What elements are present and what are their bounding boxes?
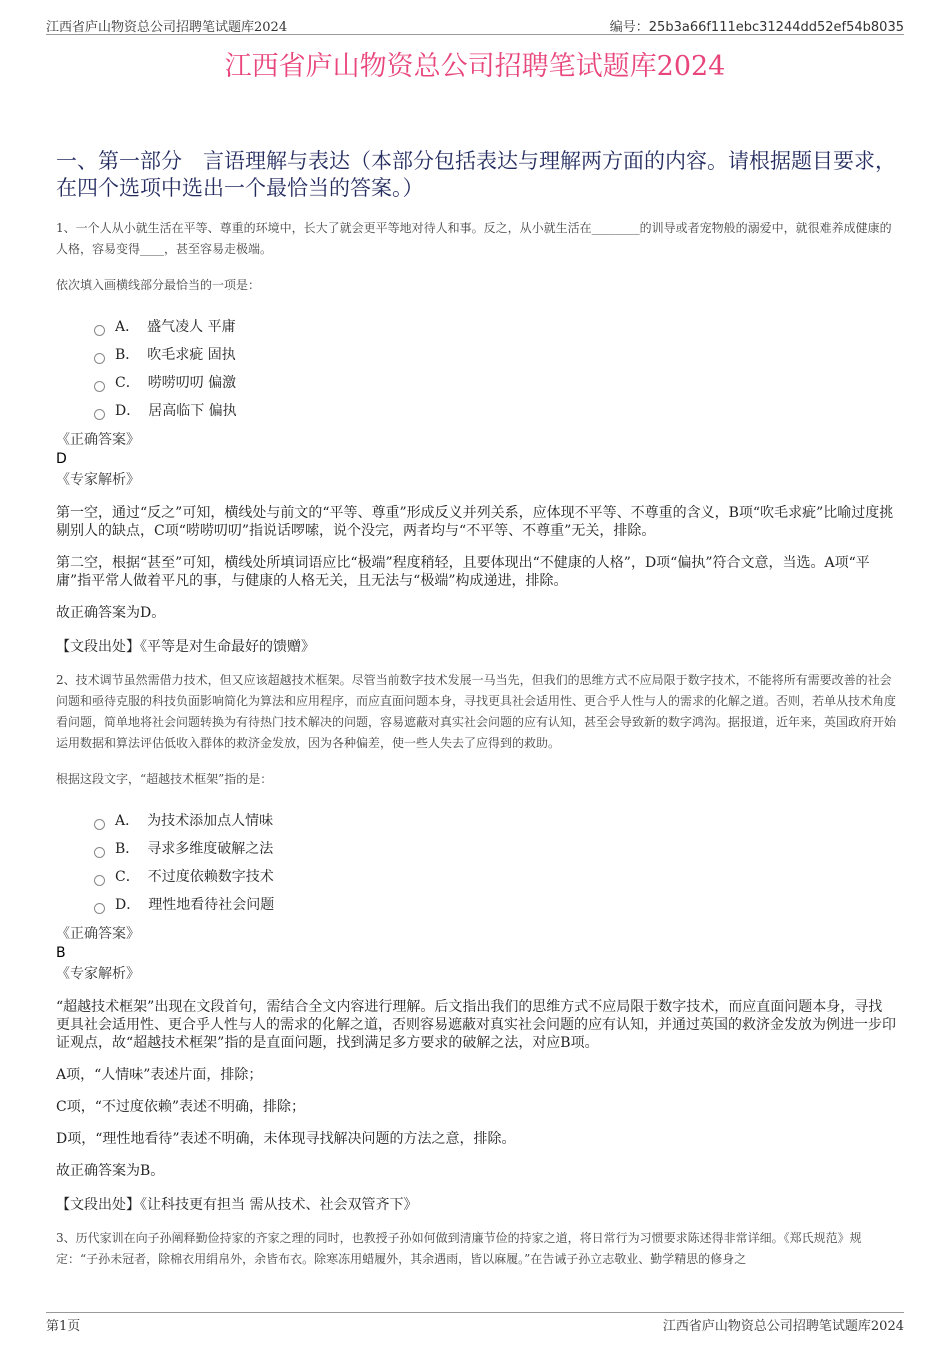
header-id-value: 25b3a66f111ebc31244dd52ef54b8035 [648, 20, 904, 35]
content [56, 218, 896, 1280]
option-b[interactable] [94, 341, 896, 369]
option-d[interactable] [94, 891, 896, 919]
analysis-paragraph: 第一空，通过“反之”可知，横线处与前文的“平等、尊重”形成反义并列关系，应体现不平等、不尊重的含义，B项“吹毛求疵”比喻过度挑剔别人的缺点，C项“唠唠叨叨”指说话啰嗦，说个没完，两者均与“不平等、不尊重”无关，排除。 [56, 505, 894, 539]
option-text: 理性地看待社会问题 [148, 897, 275, 913]
source-citation: 【文段出处】《平等是对生命最好的馈赠》 [56, 639, 315, 655]
option-letter: A． [115, 319, 140, 335]
radio-icon[interactable] [94, 353, 105, 364]
option-d[interactable] [94, 397, 896, 425]
radio-icon[interactable] [94, 903, 105, 914]
option-text: 唠唠叨叨 偏激 [147, 375, 237, 391]
question-2-text: 2、技术调节虽然需借力技术，但又应该超越技术框架。尽管当前数字技术发展一马当先，但我们的思维方式不应局限于数字技术，不能将所有需要改善的社会问题和亟待克服的科技负面影响简化为算法和应用程序，而应直面问题本身，寻找更具社会适用性、更合乎人性与人的需求的化解之道。否则，若单从技术角度看问题，简单地将社会问题转换为有待热门技术解决的问题，容易遮蔽对真实社会问题的应有认知，甚至会导致新的数字鸿沟。据报道，近年来，英国政府开始运用数据和算法评估低收入群体的救济金发放，因为各种偏差，使一些人失去了应得到的救助。 [56, 673, 897, 750]
footer-page-number: 第1页 [46, 1319, 81, 1334]
option-text: 寻求多维度破解之法 [147, 841, 274, 857]
radio-icon[interactable] [94, 819, 105, 830]
option-letter: C． [115, 375, 140, 391]
analysis-label: 《专家解析》 [56, 966, 140, 982]
radio-icon[interactable] [94, 847, 105, 858]
analysis-item: A项，“人情味”表述片面，排除； [56, 1067, 263, 1083]
q1-text-b: 的训导或者宠物般的溺爱中，就很难养成健康的人格，容易变得 [56, 221, 892, 256]
question-1 [56, 218, 896, 656]
page-title: 江西省庐山物资总公司招聘笔试题库2024 [224, 51, 726, 82]
option-text: 盛气凌人 平庸 [147, 319, 236, 335]
analysis-conclusion: 故正确答案为D。 [56, 605, 166, 621]
question-3 [56, 1228, 896, 1270]
q1-text-c: ，甚至容易走极端。 [164, 242, 273, 256]
q1-blank-1: ________ [591, 221, 640, 235]
option-a[interactable] [94, 313, 896, 341]
source-citation: 【文段出处】《让科技更有担当 需从技术、社会双管齐下》 [56, 1197, 418, 1213]
question-1-prompt: 依次填入画横线部分最恰当的一项是： [56, 278, 261, 292]
answer-value: D [56, 451, 67, 467]
option-c[interactable] [94, 863, 896, 891]
answer-label: 《正确答案》 [56, 926, 140, 942]
question-1-options [94, 313, 896, 425]
option-letter: B． [115, 347, 140, 363]
analysis-item: D项，“理性地看待”表述不明确，未体现寻找解决问题的方法之意，排除。 [56, 1131, 516, 1147]
header-doc-id [610, 16, 904, 35]
option-a[interactable] [94, 807, 896, 835]
q1-blank-2: ____ [140, 242, 165, 256]
option-c[interactable] [94, 369, 896, 397]
option-b[interactable] [94, 835, 896, 863]
question-2 [56, 670, 896, 1214]
question-1-text [56, 218, 896, 260]
radio-icon[interactable] [94, 325, 105, 336]
radio-icon[interactable] [94, 381, 105, 392]
q1-text-a: 1、一个人从小就生活在平等、尊重的环境中，长大了就会更平等地对待人和事。反之，从小就生活在 [56, 221, 592, 235]
option-text: 不过度依赖数字技术 [147, 869, 274, 885]
analysis-conclusion: 故正确答案为B。 [56, 1163, 165, 1179]
header-doc-title: 江西省庐山物资总公司招聘笔试题库2024 [46, 20, 288, 35]
question-3-text: 3、历代家训在向子孙阐释勤俭持家的齐家之理的同时，也教授子孙如何做到清廉节俭的持家之道，将日常行为习惯要求陈述得非常详细。《郑氏规范》规定：“子孙未冠者，除棉衣用绢帛外，余皆布衣。除寒冻用蜡履外，其余遇雨，皆以麻履。”在告诫子孙立志敬业、勤学精思的修身之 [56, 1231, 862, 1266]
radio-icon[interactable] [94, 409, 105, 420]
option-text: 居高临下 偏执 [148, 403, 237, 419]
answer-label: 《正确答案》 [56, 432, 140, 448]
option-letter: C． [115, 869, 140, 885]
answer-value: B [56, 945, 66, 961]
analysis-paragraph: 第二空，根据“甚至”可知，横线处所填词语应比“极端”程度稍轻，且要体现出“不健康的人格”，D项“偏执”符合文意，当选。A项“平庸”指平常人做着平凡的事，与健康的人格无关，且无法与“极端”构成递进，排除。 [56, 555, 870, 589]
option-letter: A． [115, 813, 140, 829]
question-2-options [94, 807, 896, 919]
page-header [46, 14, 904, 35]
option-text: 吹毛求疵 固执 [147, 347, 236, 363]
analysis-label: 《专家解析》 [56, 472, 140, 488]
page-footer [46, 1312, 904, 1333]
option-letter: D． [115, 897, 141, 913]
radio-icon[interactable] [94, 875, 105, 886]
analysis-item: C项，“不过度依赖”表述不明确，排除； [56, 1099, 306, 1115]
header-id-label: 编号： [609, 20, 649, 35]
question-2-prompt: 根据这段文字，“超越技术框架”指的是： [56, 772, 273, 786]
analysis-paragraph: “超越技术框架”出现在文段首句，需结合全文内容进行理解。后文指出我们的思维方式不应局限于数字技术，而应直面问题本身，寻找更具社会适用性、更合乎人性与人的需求的化解之道，否则容易遮蔽对真实社会问题的应有认知，并通过英国的救济金发放为例进一步印证观点，故“超越技术框架”指的是直面问题，找到满足多方要求的破解之法，对应B项。 [56, 999, 896, 1051]
section-heading: 一、第一部分 言语理解与表达（本部分包括表达与理解两方面的内容。请根据题目要求，在四个选项中选出一个最恰当的答案。） [56, 149, 896, 200]
option-letter: D． [115, 403, 141, 419]
option-text: 为技术添加点人情味 [147, 813, 274, 829]
option-letter: B． [115, 841, 140, 857]
footer-doc-title: 江西省庐山物资总公司招聘笔试题库2024 [662, 1319, 904, 1334]
